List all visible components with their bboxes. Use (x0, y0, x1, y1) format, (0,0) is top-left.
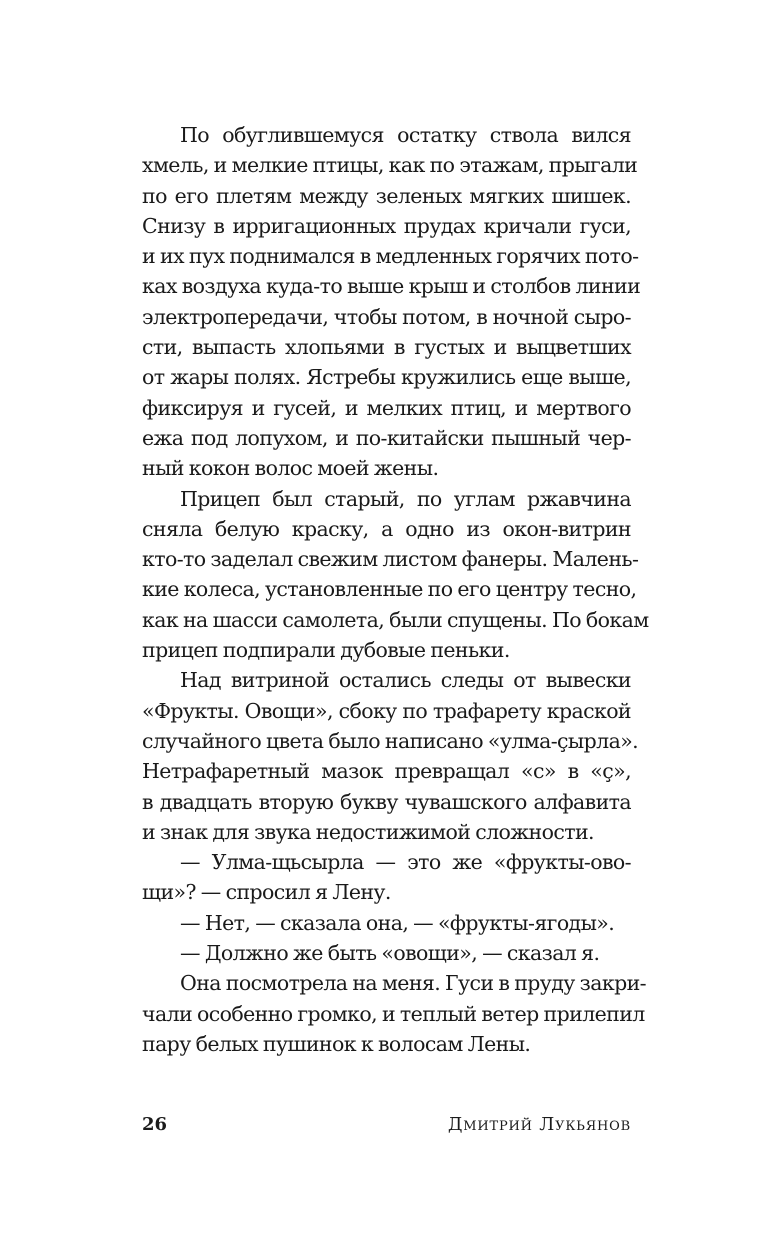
page-number: 26 (142, 1114, 168, 1135)
text-line: Она посмотрела на меня. Гуси в пруду закри- (180, 971, 646, 996)
text-line: сти, выпасть хлопьями в густых и выцветших (142, 335, 631, 360)
text-line: — Улма-щьсырла — это же «фрукты-ово- (180, 850, 631, 875)
text-line: от жары полях. Ястребы кружились еще выше, (142, 365, 631, 390)
text-line: щи»? — спросил я Лену. (142, 880, 391, 905)
text-line: и знак для звука недостижимой сложности. (142, 819, 594, 844)
text-line: как на шасси самолета, были спущены. По бокам (142, 607, 649, 632)
text-line: Прицеп был старый, по углам ржавчина (180, 486, 631, 511)
page-footer (142, 1110, 631, 1140)
text-line: прицеп подпирали дубовые пеньки. (142, 638, 510, 663)
text-line: ежа под лопухом, и по-китайски пышный чер- (142, 425, 631, 450)
paragraph (142, 665, 639, 847)
text-line: ный кокон волос моей жены. (142, 456, 439, 481)
paragraph (142, 847, 631, 908)
text-line: в двадцать вторую букву чувашского алфавита (142, 789, 631, 814)
paragraph (142, 938, 631, 968)
text-line: Снизу в ирригационных прудах кричали гуси, (142, 213, 631, 238)
text-line: По обуглившемуся остатку ствола вился (180, 123, 631, 147)
text-line: — Должно же быть «овощи», — сказал я. (180, 941, 600, 966)
text-line: пару белых пушинок к волосам Лены. (142, 1031, 531, 1056)
text-line: электропередачи, чтобы потом, в ночной сыро- (142, 304, 631, 329)
text-line: чали особенно громко, и теплый ветер прилепил (142, 1001, 645, 1026)
text-line: по его плетям между зеленых мягких шишек. (142, 183, 631, 208)
paragraph (142, 908, 631, 938)
text-line: случайного цвета было написано «улма-çырла». (142, 728, 639, 753)
text-line: ках воздуха куда-то выше крыш и столбов линии (142, 274, 641, 299)
text-line: кто-то заделал свежим листом фанеры. Малень- (142, 547, 639, 572)
paragraph (142, 120, 641, 484)
text-line: и их пух поднимался в медленных горячих пото- (142, 244, 639, 269)
text-line: фиксируя и гусей, и мелких птиц, и мертвого (142, 395, 631, 420)
book-page-text (142, 120, 649, 1059)
paragraph (142, 968, 646, 1059)
paragraph (142, 484, 649, 666)
running-author: Дмитрий Лукьянов (447, 1114, 631, 1135)
text-line: — Нет, — сказала она, — «фрукты-ягоды». (180, 910, 615, 935)
text-line: кие колеса, установленные по его центру тесно, (142, 577, 637, 602)
text-line: Нетрафаретный мазок превращал «с» в «ç», (142, 759, 631, 784)
text-line: сняла белую краску, а одно из окон-витрин (142, 516, 631, 541)
text-line: «Фрукты. Овощи», сбоку по трафарету краской (142, 698, 631, 723)
text-line: хмель, и мелкие птицы, как по этажам, прыгали (142, 153, 638, 178)
text-line: Над витриной остались следы от вывески (180, 668, 631, 693)
